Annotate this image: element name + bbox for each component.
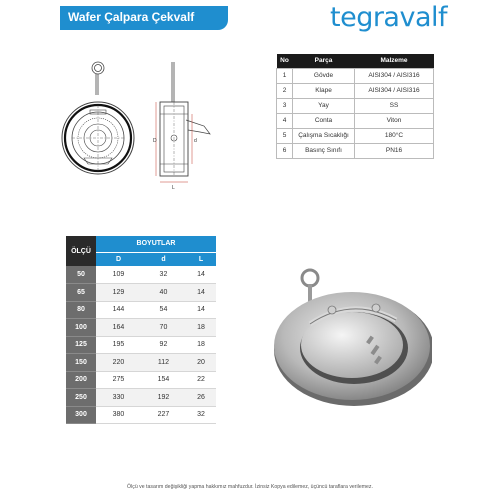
cell: 220 — [96, 354, 141, 372]
cell: 150 — [66, 354, 96, 372]
cell: 92 — [141, 336, 186, 354]
cell: 129 — [96, 284, 141, 302]
cell: 192 — [141, 389, 186, 407]
cell: 14 — [186, 284, 216, 302]
dims-col-D: D — [96, 252, 141, 266]
parts-table — [276, 54, 434, 159]
cell: Conta — [293, 113, 355, 128]
cell: 144 — [96, 301, 141, 319]
cell: 70 — [141, 319, 186, 337]
table-row — [277, 113, 434, 128]
dim-label-D: D — [153, 138, 157, 144]
cell: 22 — [186, 371, 216, 389]
dim-label-L: L — [172, 185, 175, 190]
cell: 54 — [141, 301, 186, 319]
cell: 275 — [96, 371, 141, 389]
table-row — [66, 301, 216, 319]
cell: Viton — [355, 113, 434, 128]
cell: 80 — [66, 301, 96, 319]
cell: 14 — [186, 301, 216, 319]
cell: 14 — [186, 266, 216, 284]
eye-ring — [302, 270, 318, 286]
cell: 300 — [66, 406, 96, 424]
cell: 32 — [141, 266, 186, 284]
parts-col-no: No — [277, 54, 293, 68]
cell: 250 — [66, 389, 96, 407]
table-row — [66, 284, 216, 302]
table-row — [277, 128, 434, 143]
table-row — [66, 406, 216, 424]
cell: 4 — [277, 113, 293, 128]
dim-label-d: d — [194, 138, 197, 144]
title-banner — [60, 6, 228, 30]
table-row — [66, 371, 216, 389]
cell: SS — [355, 98, 434, 113]
cell: 100 — [66, 319, 96, 337]
cell: Yay — [293, 98, 355, 113]
cell: 164 — [96, 319, 141, 337]
cell: 18 — [186, 336, 216, 354]
dims-header-row — [66, 236, 216, 252]
table-row — [66, 389, 216, 407]
cell: 50 — [66, 266, 96, 284]
cell: 195 — [96, 336, 141, 354]
cell: 18 — [186, 319, 216, 337]
dims-col-d: d — [141, 252, 186, 266]
dims-group-header: BOYUTLAR — [96, 236, 216, 252]
cell: 125 — [66, 336, 96, 354]
cell: 6 — [277, 143, 293, 158]
table-row — [277, 143, 434, 158]
cell: 330 — [96, 389, 141, 407]
footer-disclaimer: Ölçü ve tasarım değişikliği yapma hakkımız mahfuzdur. İzinsiz Kopya edilemez, üçüncü taraflara verilemez. — [127, 484, 373, 490]
cell: 1 — [277, 68, 293, 83]
cell: 20 — [186, 354, 216, 372]
front-view — [62, 62, 134, 174]
cell: Gövde — [293, 68, 355, 83]
cell: Klape — [293, 83, 355, 98]
cell: PN16 — [355, 143, 434, 158]
cell: 5 — [277, 128, 293, 143]
cell: AISI304 / AISI316 — [355, 68, 434, 83]
cell: 109 — [96, 266, 141, 284]
table-row — [66, 354, 216, 372]
table-row — [277, 98, 434, 113]
cell: 26 — [186, 389, 216, 407]
cell: 380 — [96, 406, 141, 424]
product-photo — [262, 262, 432, 412]
dims-col-L: L — [186, 252, 216, 266]
cell: 2 — [277, 83, 293, 98]
cell: 32 — [186, 406, 216, 424]
parts-col-material: Malzeme — [355, 54, 434, 68]
cell: AISI304 / AISI316 — [355, 83, 434, 98]
cell: 40 — [141, 284, 186, 302]
table-row — [277, 83, 434, 98]
technical-drawing — [60, 50, 260, 190]
parts-col-part: Parça — [293, 54, 355, 68]
cell: Çalışma Sıcaklığı — [293, 128, 355, 143]
brand-logo: tegravalf — [330, 2, 448, 33]
dimension-table — [66, 236, 216, 424]
table-row — [66, 266, 216, 284]
cell: Basınç Sınıfı — [293, 143, 355, 158]
cell: 112 — [141, 354, 186, 372]
table-row — [66, 336, 216, 354]
cell: 180°C — [355, 128, 434, 143]
cell: 200 — [66, 371, 96, 389]
cell: 154 — [141, 371, 186, 389]
cell: 3 — [277, 98, 293, 113]
dims-col-size: ÖLÇÜ — [66, 236, 96, 266]
cell: 227 — [141, 406, 186, 424]
table-row — [66, 319, 216, 337]
cell: 65 — [66, 284, 96, 302]
table-row — [277, 68, 434, 83]
document-title: Wafer Çalpara Çekvalf — [68, 10, 195, 24]
parts-header-row — [277, 54, 434, 68]
side-view — [156, 62, 210, 182]
